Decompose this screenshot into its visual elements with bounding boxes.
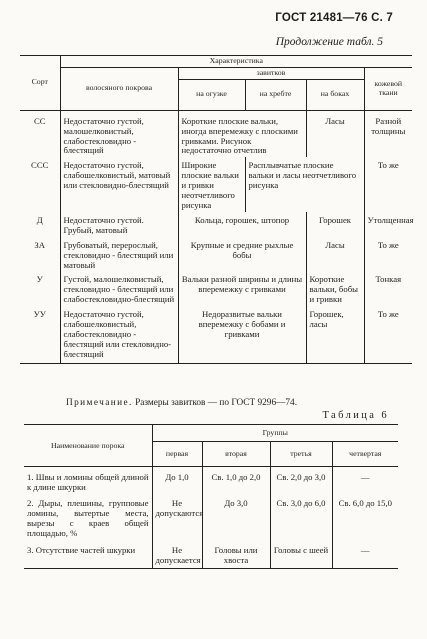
note-label: Примечание. (66, 398, 133, 408)
header-curls: завитков (178, 67, 364, 79)
table-note (66, 398, 297, 408)
cell-sort: ЗА (20, 237, 60, 272)
table-row (20, 212, 412, 237)
cell-second: Головы или хвоста (202, 540, 270, 569)
table-6-title: Таблица 6 (322, 410, 389, 421)
header-leather: кожевой ткани (364, 67, 412, 110)
header-rump: на огузке (178, 79, 245, 110)
cell-hair: Грубоватый, перерослый, стекловидно - блестящий или матовый (60, 237, 178, 272)
table-row (24, 467, 398, 494)
header-sort: Сорт (20, 56, 60, 111)
table-continuation-label: Продолжение табл. 5 (275, 36, 383, 48)
cell-second: Св. 1,0 до 2,0 (202, 467, 270, 494)
cell-sort: ССС (20, 157, 60, 212)
table-row (20, 110, 412, 157)
header-groups: Группы (152, 425, 398, 442)
table-row (20, 237, 412, 272)
cell-hair: Недостаточно густой, малошелковистый, слабостекловидно - блестящий (60, 110, 178, 157)
table-6 (24, 424, 398, 569)
header-sides: на боках (306, 79, 364, 110)
cell-hair: Недостаточно густой. Грубый, матовый (60, 212, 178, 237)
cell-sides: Ласы (306, 237, 364, 272)
header-fourth-group: четвертая (332, 442, 398, 467)
header-defect-name: Наименование порока (24, 425, 152, 467)
cell-rump: Широкие плоские вальки и гривки неотчетливого рисунка (178, 157, 245, 212)
cell-hair: Недостаточно густой, слабошелковистый, матовый или стекловидно-блестящий (60, 157, 178, 212)
cell-sides: Ласы (306, 110, 364, 157)
cell-leather: Разной толщины (371, 115, 406, 136)
table-row (24, 493, 398, 539)
cell-fourth: — (360, 472, 370, 482)
cell-sort: Д (20, 212, 60, 237)
page-header: ГОСТ 21481—76 С. 7 (275, 12, 393, 24)
cell-rump-ridge: Вальки разной ширины и длины вперемежку с гривками (178, 271, 306, 306)
cell-sort: УУ (20, 306, 60, 363)
header-hair: волосяного покрова (60, 67, 178, 110)
cell-defect-name: 1. Швы и ломины общей длиной к длине шкурки (24, 467, 152, 494)
cell-ridge-sides: Расплывчатые плоские вальки и ласы неотчетливого рисунка (245, 157, 364, 212)
cell-fourth: — (332, 540, 398, 569)
cell-leather: Тонкая (375, 274, 402, 285)
cell-sort: СС (20, 110, 60, 157)
header-characteristics: Характеристика (60, 56, 412, 68)
cell-first: Не допускаются (152, 493, 202, 539)
cell-defect-name: 3. Отсутствие частей шкурки (24, 540, 152, 569)
cell-first: До 1,0 (152, 467, 202, 494)
cell-defect-name: 2. Дыры, плешины, групповые ломины, вытертые места, вырезы с краев общей площадью, % (24, 493, 152, 539)
cell-rump-ridge: Крупные и средние рыхлые бобы (178, 237, 306, 272)
table-row (24, 540, 398, 569)
note-text: Размеры завитков — по ГОСТ 9296—74. (135, 398, 298, 408)
cell-rump-ridge: Короткие плоские вальки, иногда вперемежку с плоскими гривками. Рисунок недостаточно отчетлив (178, 110, 306, 157)
cell-second: До 3,0 (202, 493, 270, 539)
cell-sides: Короткие вальки, бобы и гривки (306, 271, 364, 306)
header-third-group: третья (270, 442, 332, 467)
table-row (20, 157, 412, 212)
cell-rump-ridge: Недоразвитые вальки вперемежку с бобами и гривками (178, 306, 306, 363)
header-second-group: вторая (202, 442, 270, 467)
cell-leather: То же (364, 306, 412, 363)
cell-sort: У (20, 271, 60, 306)
cell-fourth: Св. 6,0 до 15,0 (338, 498, 392, 509)
header-first-group: первая (152, 442, 202, 467)
cell-sides: Горошек, ласы (306, 306, 364, 363)
table-row (20, 271, 412, 306)
cell-rump-ridge: Кольца, горошек, штопор (178, 212, 306, 237)
header-ridge: на хребте (245, 79, 306, 110)
cell-hair: Густой, малошелковистый, стекловидно - блестящий или слабостекловидно-блестящий (60, 271, 178, 306)
cell-leather: То же (377, 160, 399, 171)
table-5 (20, 55, 412, 364)
cell-sides: Горошек (306, 212, 364, 237)
cell-third: Св. 2,0 до 3,0 (270, 467, 332, 494)
cell-leather: Утолщенная (367, 214, 414, 225)
table-row (20, 306, 412, 363)
cell-leather: То же (377, 239, 399, 250)
cell-hair: Недостаточно густой, слабошелковистый, слабостекловидно - блестящий или стекловидно-блестящий (60, 306, 178, 363)
cell-third: Головы с шеей (270, 540, 332, 569)
cell-third: Св. 3,0 до 6,0 (270, 493, 332, 539)
cell-first: Не допускается (152, 540, 202, 569)
